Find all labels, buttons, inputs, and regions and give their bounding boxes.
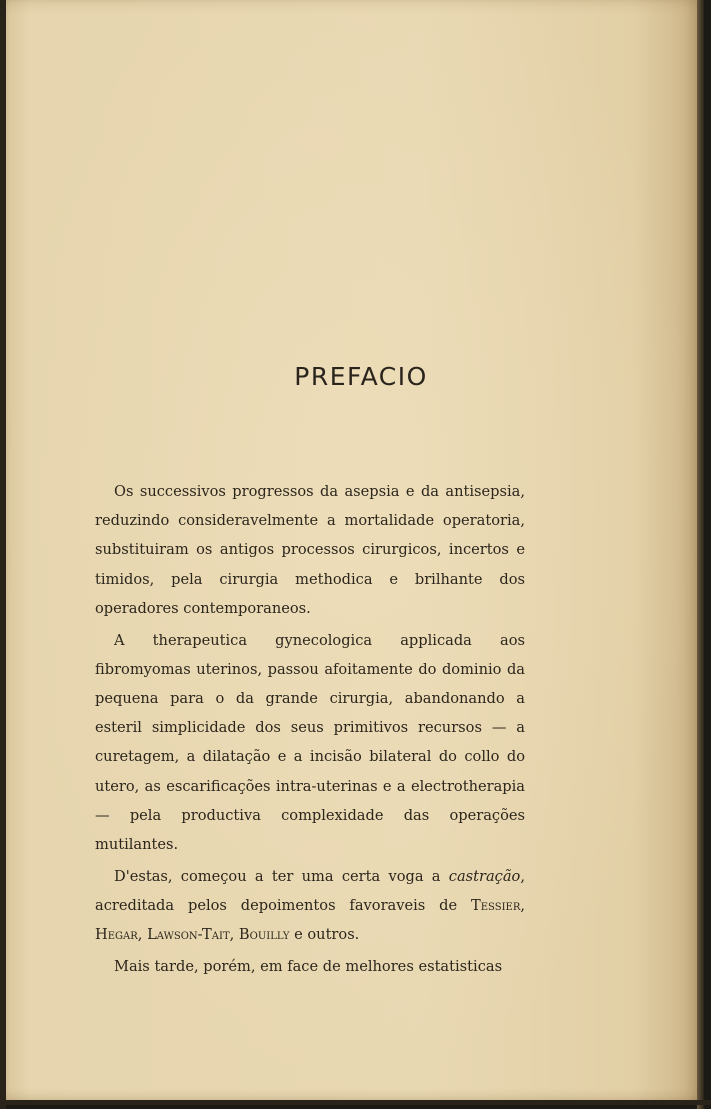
- page-title: PREFACIO: [294, 362, 428, 391]
- separator-comma: ,: [137, 926, 148, 944]
- paragraph-2: [95, 626, 525, 860]
- author-name-lawson-tait: Lawson-Tait: [147, 926, 230, 944]
- page-bottom-edge: [0, 1100, 711, 1105]
- paragraph-1-text: Os successivos progressos da asepsia e da antisepsia, reduzindo consideravelmente a mortalidade operatoria, substituiram os antigos processos cirurgicos, incertos e timidos, pela cirurgia methodica e brilhante dos operadores contemporaneos.: [95, 483, 525, 617]
- body-text: [95, 477, 525, 981]
- paragraph-3-text: e outros.: [289, 926, 360, 944]
- italic-term-castracao: castração: [448, 867, 521, 885]
- page-left-edge: [0, 0, 6, 1109]
- paragraph-3-text: D'estas, começou a ter uma certa voga a: [114, 867, 449, 885]
- paragraph-4: [95, 952, 525, 981]
- page-right-edge: [697, 0, 704, 1109]
- separator-comma: ,: [520, 896, 525, 914]
- paragraph-3-text: , acreditada pelos depoimentos favoraveis de: [95, 867, 525, 914]
- separator-comma: ,: [229, 926, 239, 944]
- author-name-bouilly: Bouilly: [238, 926, 290, 944]
- author-name-tessier: Tessier: [471, 896, 521, 914]
- paragraph-1: [95, 477, 525, 623]
- paragraph-2-text: A therapeutica gynecologica applicada aos fibromyomas uterinos, passou afoitamente do dominio da pequena para o da grande cirurgia, abandonando a esteril simplicidade dos seus primitivos recursos — a curetagem, a dilatação e a incisão bilateral do collo do utero, as escarificações intra-uterinas e a electrotherapia — pela productiva complexidade das operações mutilantes.: [95, 631, 525, 853]
- paragraph-4-text: Mais tarde, porém, em face de melhores estatisticas: [114, 957, 503, 975]
- author-name-hegar: Hegar: [95, 926, 138, 944]
- paragraph-3: [95, 862, 525, 950]
